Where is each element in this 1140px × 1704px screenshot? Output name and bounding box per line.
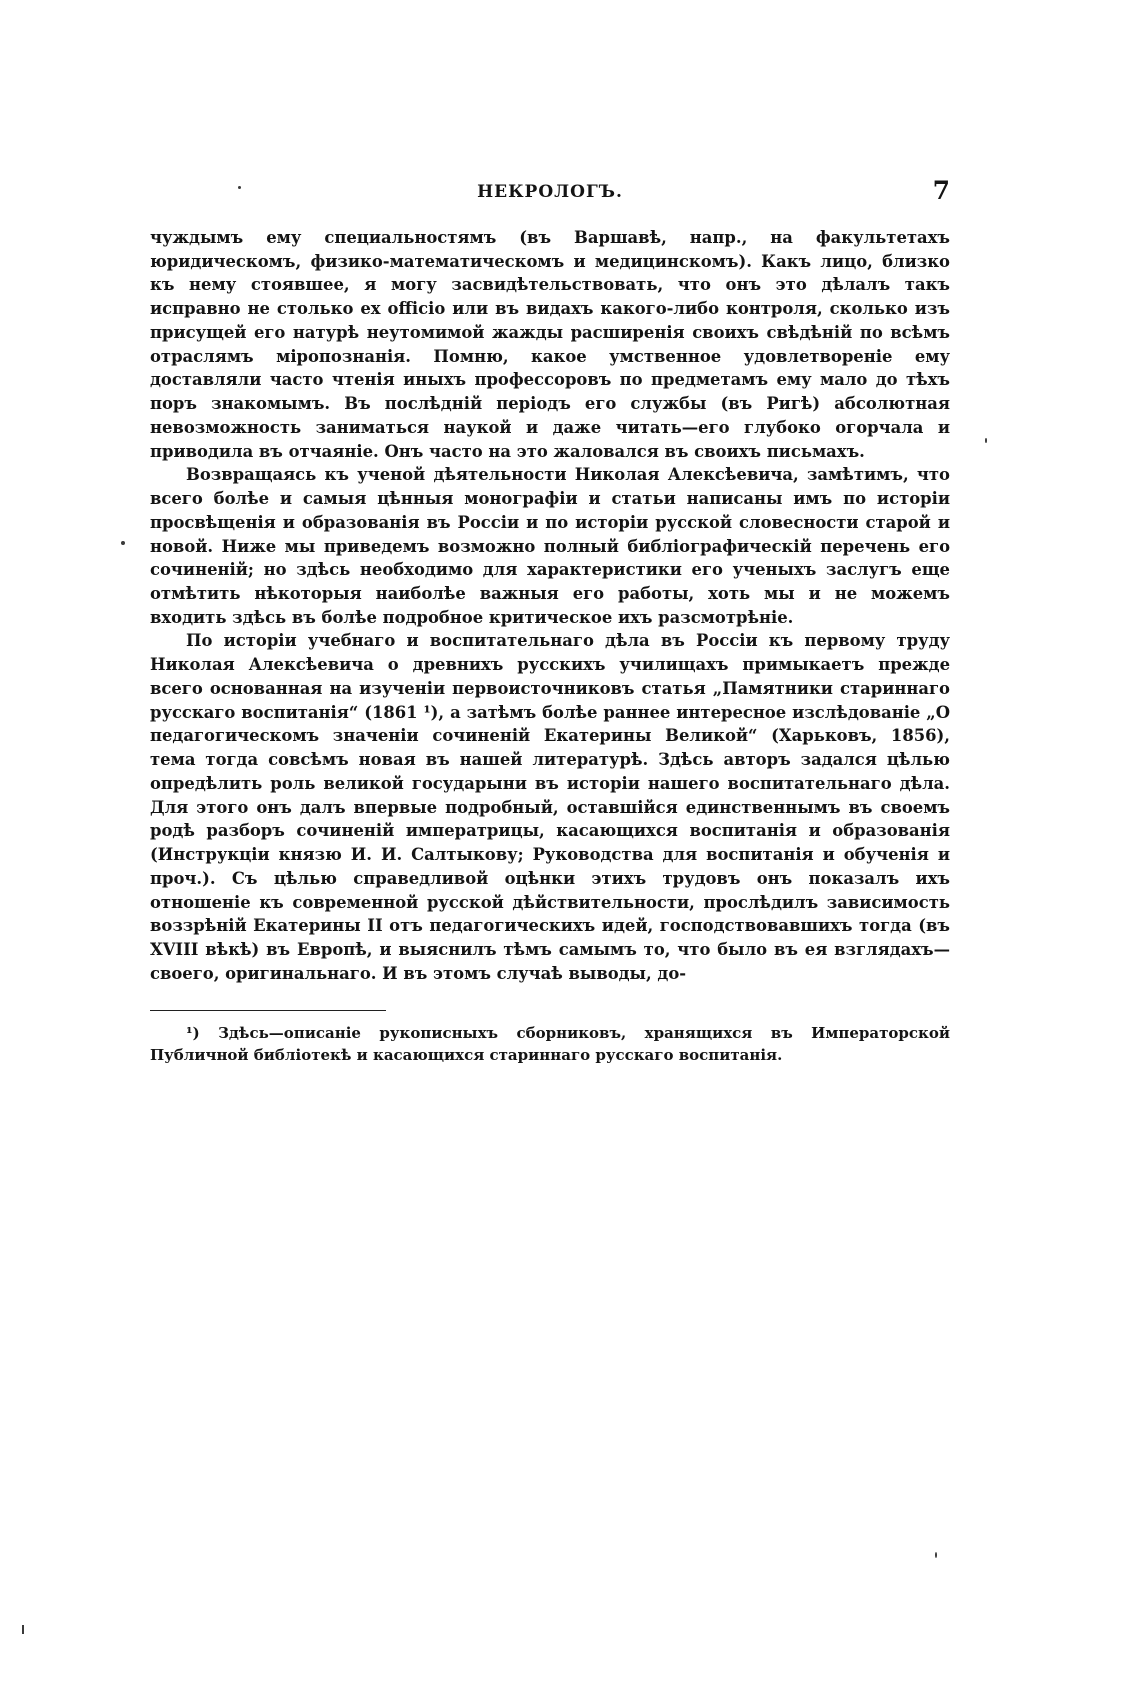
scan-speck bbox=[238, 186, 241, 189]
paragraph-education-history: По исторіи учебнаго и воспитательнаго дѣла въ Россіи къ первому труду Николая Алексѣевича о древнихъ русскихъ училищахъ примыкаетъ прежде всего основанная на изученіи первоисточниковъ статья „Памятники стариннаго русскаго воспитанія“ (1861 ¹), а затѣмъ болѣе раннее интересное изслѣдованіе „О педагогическомъ значеніи сочиненій Екатерины Великой“ (Харьковъ, 1856), тема тогда совсѣмъ новая въ нашей литературѣ. Здѣсь авторъ задался цѣлью опредѣлить роль великой государыни въ исторіи нашего воспитательнаго дѣла. Для этого онъ далъ впервые подробный, оставшійся единственнымъ въ своемъ родѣ разборъ сочиненій императрицы, касающихся воспитанія и образованія (Инструкціи князю И. И. Салтыкову; Руководства для воспитанія и обученія и проч.). Съ цѣлью справедливой оцѣнки этихъ трудовъ онъ показалъ ихъ отношеніе къ современной русской дѣйствительности, прослѣдилъ зависимость воззрѣній Екатерины II отъ педагогическихъ идей, господствовавшихъ тогда (въ XVIII вѣкѣ) въ Европѣ, и выяснилъ тѣмъ самымъ то, что было въ ея взглядахъ—своего, оригинальнаго. И въ этомъ случаѣ выводы, до- bbox=[150, 631, 950, 983]
page-number: 7 bbox=[932, 176, 950, 205]
scan-speck bbox=[121, 541, 125, 545]
page-header bbox=[150, 176, 950, 216]
paragraph-scholarly-activity: Возвращаясь къ ученой дѣятельности Николая Алексѣевича, замѣтимъ, что всего болѣе и самыя цѣнныя монографіи и статьи написаны имъ по исторіи просвѣщенія и образованія въ Россіи и по исторіи русской словесности старой и новой. Ниже мы приведемъ возможно полный библіографическій перечень его сочиненій; но здѣсь необходимо для характеристики его ученыхъ заслугъ еще отмѣтить нѣкоторыя наиболѣе важныя его работы, хоть мы и не можемъ входить здѣсь въ болѣе подробное критическое ихъ разсмотрѣніе. bbox=[150, 465, 950, 627]
paragraph-continuation: чуждымъ ему специальностямъ (въ Варшавѣ, напр., на факультетахъ юридическомъ, физико-математическомъ и медицинскомъ). Какъ лицо, близко къ нему стоявшее, я могу засвидѣтельствовать, что онъ это дѣлалъ такъ исправно не столько ex officio или въ видахъ какого-либо контроля, сколько изъ присущей его натурѣ неутомимой жажды расширенія своихъ свѣдѣній по всѣмъ отраслямъ міропознанія. Помню, какое умственное удовлетвореніе ему доставляли часто чтенія иныхъ профессоровъ по предметамъ ему мало до тѣхъ поръ знакомымъ. Въ послѣдній періодъ его службы (въ Ригѣ) абсолютная невозможность заниматься наукой и даже читать—его глубоко огорчала и приводила въ отчаяніе. Онъ часто на это жаловался въ своихъ письмахъ. bbox=[150, 228, 950, 461]
running-title: НЕКРОЛОГЪ. bbox=[477, 182, 623, 202]
scan-speck bbox=[935, 1552, 937, 1558]
body-text bbox=[150, 226, 950, 986]
scan-speck bbox=[985, 438, 987, 443]
footnote: ¹) Здѣсь—описаніе рукописныхъ сборниковъ, хранящихся въ Императорской Публичной библіотекѣ и касающихся стариннаго русскаго воспитанія. bbox=[150, 1024, 950, 1064]
scan-speck bbox=[22, 1625, 24, 1634]
footnote-divider bbox=[150, 1010, 386, 1011]
